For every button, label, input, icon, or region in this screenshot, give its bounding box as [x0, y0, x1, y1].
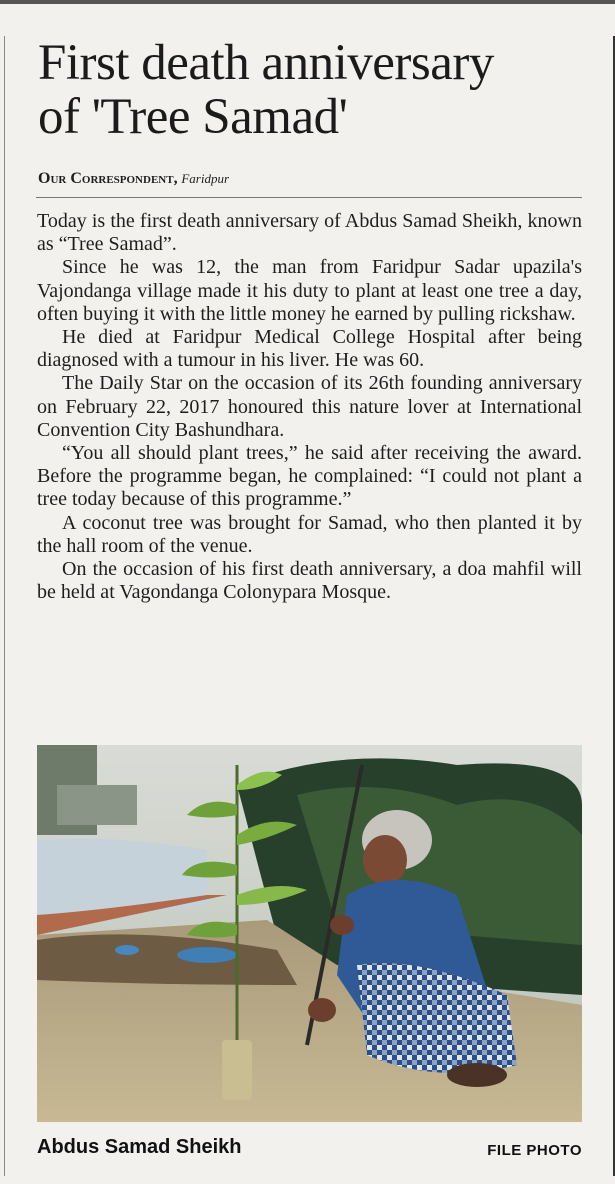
news-photo: [37, 745, 582, 1122]
left-column-rule: [4, 36, 5, 1176]
photo-credit: FILE PHOTO: [487, 1142, 582, 1159]
article-paragraph: “You all should plant trees,” he said after receiving the award. Before the programme began, he complained: “I could not plant a tree today because of this programme.”: [37, 442, 582, 511]
byline-divider: [36, 197, 582, 198]
byline-author: Our Correspondent,: [38, 170, 178, 187]
article-paragraph: On the occasion of his first death anniversary, a doa mahfil will be held at Vagondanga Colonypara Mosque.: [37, 558, 582, 604]
byline: [38, 170, 229, 188]
headline-line-2: of 'Tree Samad': [38, 89, 348, 145]
photo-caption: Abdus Samad Sheikh: [37, 1136, 242, 1158]
article-paragraph: Today is the first death anniversary of Abdus Samad Sheikh, known as “Tree Samad”.: [37, 210, 582, 256]
headline-line-1: First death anniversary: [38, 35, 494, 91]
top-border: [0, 0, 615, 4]
article-paragraph: A coconut tree was brought for Samad, who then planted it by the hall room of the venue.: [37, 511, 582, 557]
headline: [38, 36, 598, 144]
article-paragraph: The Daily Star on the occasion of its 26th founding anniversary on February 22, 2017 honoured this nature lover at International Convention City Bashundhara.: [37, 372, 582, 441]
article-paragraph: Since he was 12, the man from Faridpur Sadar upazila's Vajondanga village made it his duty to plant at least one tree a day, often buying it with the little money he earned by pulling rickshaw.: [37, 256, 582, 325]
article-body: [37, 210, 582, 604]
photo-illustration: [37, 745, 582, 1122]
article-paragraph: He died at Faridpur Medical College Hospital after being diagnosed with a tumour in his liver. He was 60.: [37, 326, 582, 372]
byline-location: Faridpur: [181, 171, 229, 186]
